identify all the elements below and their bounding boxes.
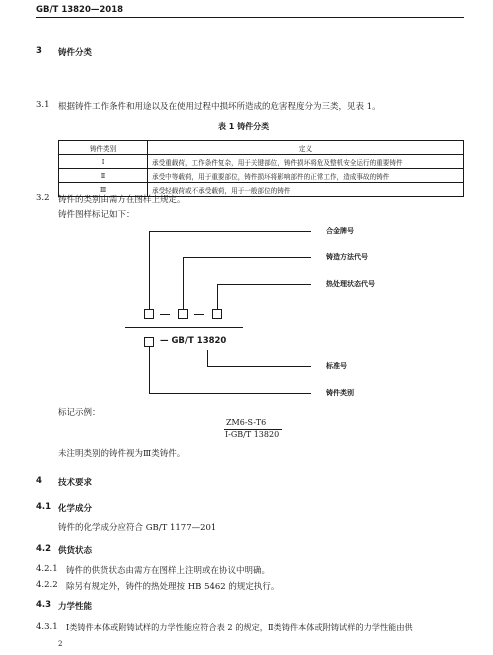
casting-class-label: 铸件类别: [326, 389, 354, 397]
table-cell-definition: 承受轻载荷或不承受载荷，用于一般部位的铸件: [148, 183, 464, 197]
standard-number: GB/T 13820—2018: [36, 5, 124, 15]
alloy-box: [144, 309, 154, 319]
leader-line: [149, 347, 150, 393]
clause-4-2-1-number: 4.2.1: [36, 564, 58, 574]
leader-line: [217, 284, 311, 285]
table-row: [59, 169, 464, 183]
alloy-grade-label: 合金牌号: [326, 227, 354, 235]
leader-line: [217, 284, 218, 309]
clause-4-1-title: 化学成分: [58, 504, 93, 514]
leader-line: [149, 231, 150, 309]
method-box: [178, 309, 188, 319]
heat-box: [212, 309, 222, 319]
clause-3-2-text-2: 铸件图样标记如下：: [58, 210, 135, 220]
table-1-caption: 表 1 铸件分类: [218, 122, 270, 131]
table-cell-definition: 承受中等载荷，用于重要部位，铸件损坏将影响部件的正常工作，造成事故的铸件: [148, 169, 464, 183]
page-number: 2: [58, 640, 63, 648]
clause-4-3-title: 力学性能: [58, 602, 93, 612]
leader-line: [207, 350, 208, 366]
section-4-number: 4: [36, 476, 42, 486]
separator-dash: [194, 314, 204, 315]
casting-method-label: 铸造方法代号: [326, 253, 368, 261]
example-numerator: ZM6-S-T6: [226, 418, 267, 427]
clause-4-2-title: 供货状态: [58, 546, 93, 556]
example-note: 未注明类别的铸件视为Ⅲ类铸件。: [58, 449, 186, 459]
standard-number-text: — GB/T 13820: [160, 336, 227, 346]
clause-4-1-text: 铸件的化学成分应符合 GB/T 1177—201: [58, 523, 217, 533]
clause-4-3-number: 4.3: [36, 600, 52, 610]
section-4-title: 技术要求: [58, 478, 93, 488]
table-cell-category: Ⅰ: [59, 155, 148, 169]
leader-line: [149, 231, 311, 232]
table-cell-category: Ⅲ: [59, 183, 148, 197]
table-header-row: [59, 141, 464, 155]
leader-line: [149, 393, 311, 394]
section-3-title: 铸件分类: [58, 48, 93, 58]
table-header-definition: 定义: [148, 141, 464, 155]
section-3-number: 3: [36, 46, 42, 56]
clause-4-3-1-text: Ⅰ类铸件本体或附铸试样的力学性能应符合表 2 的规定，Ⅱ类铸件本体或附铸试样的力学性能由供: [66, 622, 413, 632]
clause-3-2-number: 3.2: [36, 193, 50, 203]
leader-line: [207, 366, 311, 367]
standard-label: 标准号: [326, 362, 347, 370]
clause-4-2-2-number: 4.2.2: [36, 580, 58, 590]
table-cell-category: Ⅱ: [59, 169, 148, 183]
heat-treatment-label: 热处理状态代号: [326, 280, 375, 288]
header-rule: [36, 17, 464, 18]
clause-3-1-number: 3.1: [36, 100, 50, 110]
clause-3-1-text: 根据铸件工作条件和用途以及在使用过程中损坏所造成的危害程度分为三类，见表 1。: [58, 102, 381, 112]
clause-4-3-1-number: 4.3.1: [36, 622, 58, 632]
clause-4-2-number: 4.2: [36, 544, 52, 554]
clause-4-1-number: 4.1: [36, 502, 52, 512]
table-header-category: 铸件类别: [59, 141, 148, 155]
example-denominator: Ⅰ-GB/T 13820: [225, 430, 280, 439]
leader-line: [183, 257, 184, 309]
classification-table: [58, 140, 464, 197]
class-box: [144, 337, 154, 347]
leader-line: [183, 257, 311, 258]
clause-4-2-2-text: 除另有规定外，铸件的热处理按 HB 5462 的规定执行。: [66, 582, 280, 592]
clause-3-2-text: 铸件的类别由需方在图样上规定。: [58, 195, 186, 205]
table-cell-definition: 承受重载荷，工作条件复杂，用于关键部位，铸件损坏将危及整机安全运行的重要铸件: [148, 155, 464, 169]
example-label: 标记示例：: [58, 408, 101, 418]
separator-dash: [160, 314, 170, 315]
table-row: [59, 155, 464, 169]
fraction-bar: [125, 327, 243, 328]
clause-4-2-1-text: 铸件的供货状态由需方在图样上注明或在协议中明确。: [66, 566, 271, 576]
